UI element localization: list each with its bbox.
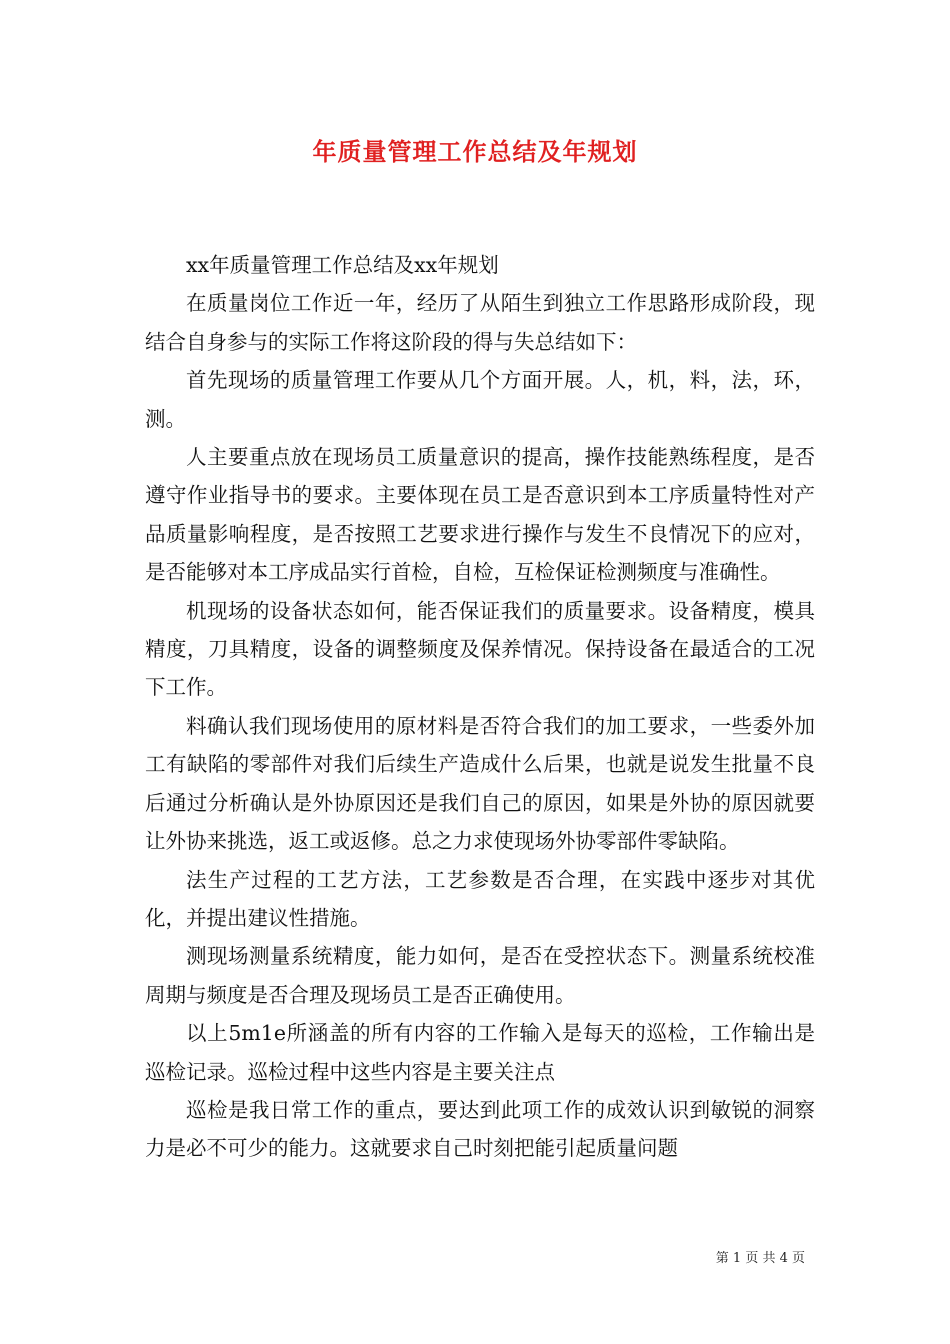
paragraph: xx年质量管理工作总结及xx年规划 [186,253,499,277]
paragraph: 以上5m1e所涵盖的所有内容的工作输入是每天的巡检，工作输出是巡检记录。巡检过程中这些内容是主要关注点 [145,1021,815,1084]
document-title: 年质量管理工作总结及年规划 [312,138,638,166]
document-body [145,246,815,1168]
paragraph: 机现场的设备状态如何，能否保证我们的质量要求。设备精度，模具精度，刀具精度，设备的调整频度及保养情况。保持设备在最适合的工况下工作。 [145,598,815,700]
paragraph: 首先现场的质量管理工作要从几个方面开展。人，机，料，法，环，测。 [145,368,815,431]
paragraph: 料确认我们现场使用的原材料是否符合我们的加工要求，一些委外加工有缺陷的零部件对我们后续生产造成什么后果，也就是说发生批量不良后通过分析确认是外协原因还是我们自己的原因，如果是外协的原因就要让外协来挑选，返工或返修。总之力求使现场外协零部件零缺陷。 [145,713,815,854]
paragraph: 人主要重点放在现场员工质量意识的提高，操作技能熟练程度，是否遵守作业指导书的要求。主要体现在员工是否意识到本工序质量特性对产品质量影响程度，是否按照工艺要求进行操作与发生不良情况下的应对，是否能够对本工序成品实行首检，自检，互检保证检测频度与准确性。 [145,445,815,585]
paragraph: 测现场测量系统精度，能力如何，是否在受控状态下。测量系统校准周期与频度是否合理及现场员工是否正确使用。 [145,944,815,1007]
paragraph: 法生产过程的工艺方法，工艺参数是否合理，在实践中逐步对其优化，并提出建议性措施。 [145,867,815,930]
page-number: 第 1 页 共 4 页 [715,1251,805,1266]
paragraph: 巡检是我日常工作的重点，要达到此项工作的成效认识到敏锐的洞察力是必不可少的能力。这就要求自己时刻把能引起质量问题 [145,1097,815,1161]
paragraph: 在质量岗位工作近一年，经历了从陌生到独立工作思路形成阶段，现结合自身参与的实际工作将这阶段的得与失总结如下： [145,291,815,354]
